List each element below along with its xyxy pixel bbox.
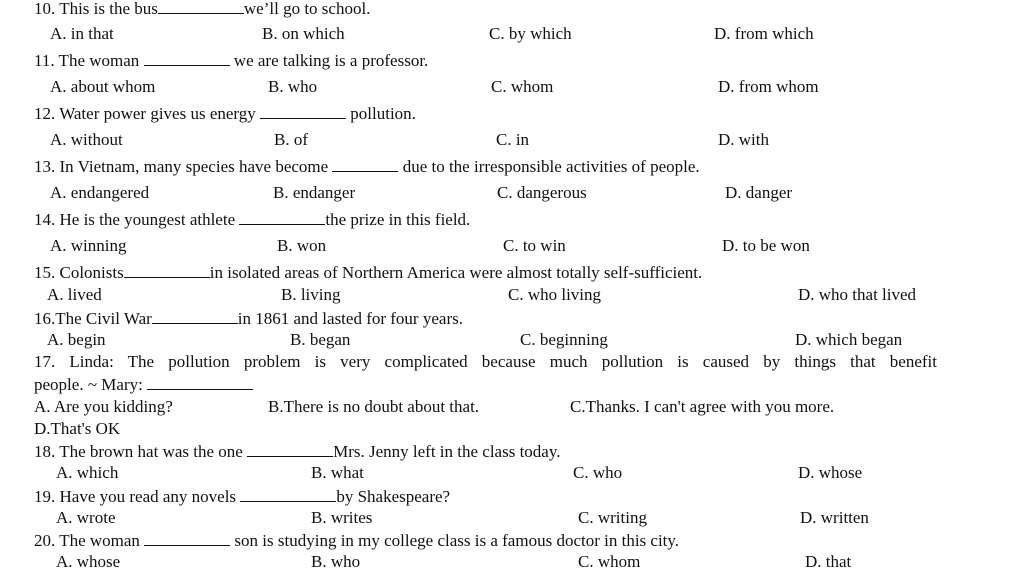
option-a: A. Are you kidding? (34, 397, 173, 416)
option-c: C. who (573, 463, 623, 482)
option-a: A. in that (50, 24, 114, 43)
option-b: B. living (281, 285, 341, 304)
option-b: B. won (277, 236, 327, 255)
option-a: A. about whom (50, 77, 156, 96)
option-d: D. danger (725, 183, 793, 202)
question-stem: 10. This is the bus we’ll go to school. (34, 0, 371, 18)
option-d: D. whose (798, 463, 863, 482)
option-a: A. whose (56, 552, 121, 571)
option-b: B. writes (311, 508, 373, 527)
question-stem: 18. The brown hat was the one Mrs. Jenny left in the class today. (34, 442, 561, 461)
option-b: B. who (311, 552, 361, 571)
option-d: D. with (718, 130, 769, 149)
option-b: B.There is no doubt about that. (268, 397, 480, 416)
option-c: C.Thanks. I can't agree with you more. (570, 397, 835, 416)
option-a: A. winning (50, 236, 127, 255)
option-d: D. from which (714, 24, 814, 43)
option-c: C. in (496, 130, 530, 149)
option-d: D. written (800, 508, 869, 527)
option-a: A. begin (47, 330, 106, 349)
option-d: D. who that lived (798, 285, 917, 304)
option-b: B. endanger (273, 183, 356, 202)
option-a: A. lived (47, 285, 102, 304)
question-stem: 15. Colonists in isolated areas of Northern America were almost totally self-sufficient. (34, 263, 703, 282)
option-a: A. endangered (50, 183, 150, 202)
option-c: C. to win (503, 236, 566, 255)
option-c: C. whom (578, 552, 641, 571)
option-b: B. of (274, 130, 308, 149)
option-b: B. began (290, 330, 351, 349)
question-stem: 19. Have you read any novels by Shakespeare? (34, 487, 451, 506)
question-stem: 12. Water power gives us energy pollution. (34, 104, 416, 123)
option-c: C. beginning (520, 330, 608, 349)
option-a: A. without (50, 130, 123, 149)
option-b: B. who (268, 77, 318, 96)
option-d: D.That's OK (34, 419, 121, 438)
option-c: C. by which (489, 24, 572, 43)
option-a: A. which (56, 463, 119, 482)
question-stem-continued: people. ~ Mary: (34, 374, 253, 395)
option-a: A. wrote (56, 508, 116, 527)
question-stem: 11. The woman we are talking is a professor. (34, 51, 429, 70)
question-stem: 16.The Civil War in 1861 and lasted for four years. (34, 309, 463, 328)
option-c: C. who living (508, 285, 602, 304)
option-d: D. which began (795, 330, 903, 349)
question-stem: 13. In Vietnam, many species have become due to the irresponsible activities of people. (34, 157, 700, 176)
question-stem: 17. Linda: The pollution problem is very complicated because much pollution is caused by things that benefit (34, 352, 937, 371)
option-b: B. on which (262, 24, 345, 43)
question-stem: 14. He is the youngest athlete the prize in this field. (34, 210, 471, 229)
option-d: D. that (805, 552, 852, 571)
option-b: B. what (311, 463, 364, 482)
option-c: C. dangerous (497, 183, 587, 202)
question-stem: 20. The woman son is studying in my college class is a famous doctor in this city. (34, 531, 680, 550)
option-d: D. from whom (718, 77, 819, 96)
option-d: D. to be won (722, 236, 810, 255)
option-c: C. writing (578, 508, 647, 527)
option-c: C. whom (491, 77, 554, 96)
